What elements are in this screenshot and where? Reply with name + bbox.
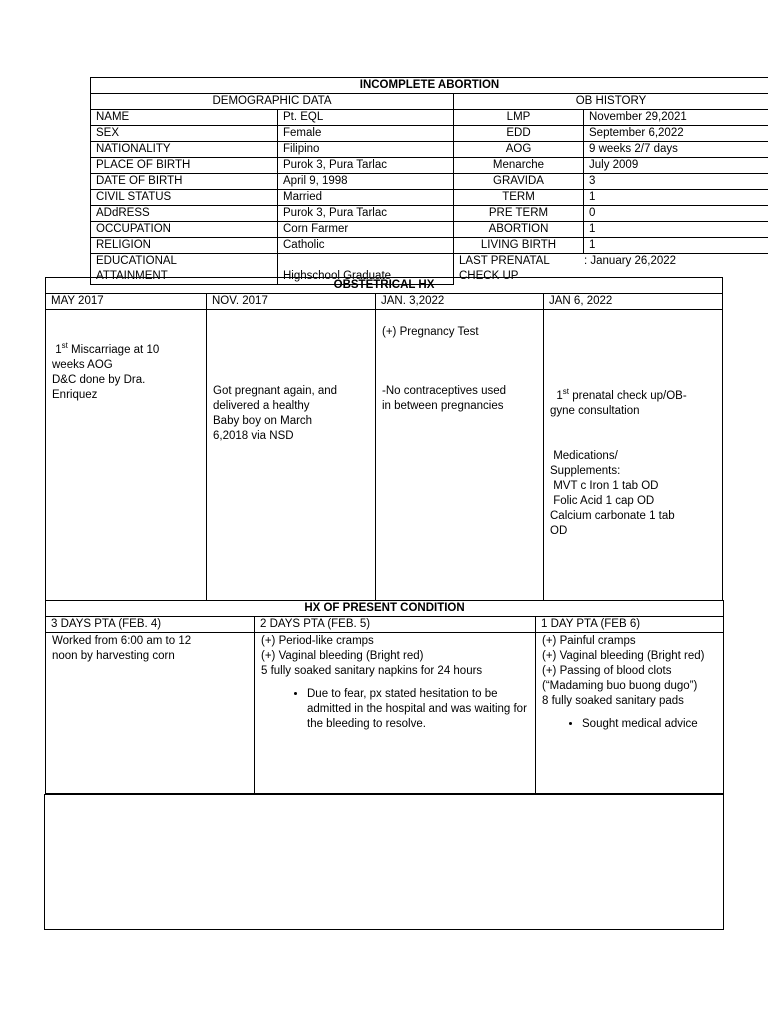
table-row [91,174,768,190]
demo-label: OCCUPATION [91,222,278,238]
obs-date: JAN 6, 2022 [544,294,723,310]
present-text: noon by harvesting corn [52,650,175,662]
table-row [91,110,768,126]
ob-label: GRAVIDA [454,174,584,190]
demo-value: Corn Farmer [278,222,454,238]
obs-text: gyne consultation [550,404,640,417]
obs-text: MVT c Iron 1 tab OD [553,479,659,492]
present-bullet: • Due to fear, px stated hesitation to be admitted in the hospital and was waiting for the bleeding to resolve. [307,687,529,732]
ob-label: LMP [454,110,584,126]
present-entry-feb-6 [536,633,724,794]
last-prenatal-value: : January 26,2022 [584,255,677,267]
demo-label: ADdRESS [91,206,278,222]
ob-label: EDD [454,126,584,142]
obs-entry-may-2017 [46,310,207,601]
demo-label: RELIGION [91,238,278,254]
table-row [91,206,768,222]
educ-label-line1: EDUCATIONAL [96,255,177,267]
demographic-header: DEMOGRAPHIC DATA [91,94,454,110]
obs-text: in between pregnancies [382,400,504,412]
ordinal-suffix: st [562,387,570,396]
demo-value: April 9, 1998 [278,174,454,190]
ob-value: 1 [584,238,768,254]
last-prenatal-label-line2: CHECK UP [459,270,519,282]
demo-label: NAME [91,110,278,126]
present-text: (+) Vaginal bleeding (Bright red) [261,650,424,662]
present-text: (+) Period-like cramps [261,635,374,647]
obs-text: Baby boy on March [213,415,313,427]
obs-text: delivered a healthy [213,400,310,412]
ob-value: July 2009 [584,158,768,174]
obs-date: NOV. 2017 [207,294,376,310]
ob-label: AOG [454,142,584,158]
table-row [91,126,768,142]
present-entry-feb-5 [255,633,536,794]
present-condition-table [45,600,724,794]
demo-label: DATE OF BIRTH [91,174,278,190]
demo-value: Catholic [278,238,454,254]
obs-text: Supplements: [550,464,621,477]
ob-history-header: OB HISTORY [454,94,768,110]
table-row [91,158,768,174]
demo-value: Purok 3, Pura Tarlac [278,206,454,222]
obs-text: 6,2018 via NSD [213,430,294,442]
present-text: (+) Painful cramps [542,635,636,647]
table-row [91,142,768,158]
ob-value: November 29,2021 [584,110,768,126]
obs-date: JAN. 3,2022 [376,294,544,310]
present-col-header: 3 DAYS PTA (FEB. 4) [46,617,255,633]
present-text: Worked from 6:00 am to 12 [52,635,192,647]
demo-label: NATIONALITY [91,142,278,158]
table-row [91,238,768,254]
obs-text: prenatal check up/OB- [569,389,687,402]
educ-value: Highschool Graduate [278,254,454,285]
table-row [91,190,768,206]
obs-entry-nov-2017 [207,310,376,601]
demo-label: PLACE OF BIRTH [91,158,278,174]
demo-value: Purok 3, Pura Tarlac [278,158,454,174]
ob-value: 1 [584,222,768,238]
ordinal-number: 1 [556,389,563,402]
ob-value: 3 [584,174,768,190]
demo-value: Female [278,126,454,142]
educ-label-line2: ATTAINMENT [96,270,168,282]
obs-text: Medications/ [553,449,618,462]
present-text: (+) Passing of blood clots [542,665,672,677]
table-row [91,222,768,238]
obs-text: Enriquez [52,388,98,401]
demographic-ob-table [90,77,768,285]
present-col-header: 2 DAYS PTA (FEB. 5) [255,617,536,633]
ob-value: 1 [584,190,768,206]
obs-text: Got pregnant again, and [213,385,338,397]
demo-label: CIVIL STATUS [91,190,278,206]
ob-label: TERM [454,190,584,206]
present-col-header: 1 DAY PTA (FEB 6) [536,617,724,633]
ob-label: Menarche [454,158,584,174]
ob-label: LIVING BIRTH [454,238,584,254]
obs-text: OD [550,524,568,537]
obs-text: Folic Acid 1 cap OD [553,494,655,507]
obs-text: weeks AOG [52,358,113,371]
ob-value: September 6,2022 [584,126,768,142]
ob-label: ABORTION [454,222,584,238]
demo-value: Married [278,190,454,206]
obs-text: D&C done by Dra. [52,373,146,386]
empty-notes-box [44,794,724,930]
obstetrical-header: OBSTETRICAL HX [46,278,723,294]
obs-text: Miscarriage at 10 [67,343,160,356]
demo-value: Pt. EQL [278,110,454,126]
obs-entry-jan-3 [376,310,544,601]
ordinal-suffix: st [61,341,68,350]
present-header: HX OF PRESENT CONDITION [46,601,724,617]
present-entry-feb-4 [46,633,255,794]
present-text: 8 fully soaked sanitary pads [542,695,684,707]
obs-text: (+) Pregnancy Test [382,326,479,338]
ob-label: PRE TERM [454,206,584,222]
present-text: 5 fully soaked sanitary napkins for 24 hours [261,665,483,677]
obs-text: -No contraceptives used [382,385,507,397]
present-text: (“Madaming buo buong dugo”) [542,680,698,692]
obs-text: Calcium carbonate 1 tab [550,509,675,522]
ob-value: 9 weeks 2/7 days [584,142,768,158]
ordinal-number: 1 [55,343,62,356]
document-title: INCOMPLETE ABORTION [91,78,768,94]
demo-value: Filipino [278,142,454,158]
present-bullet: • Sought medical advice [582,717,717,732]
obs-entry-jan-6 [544,310,723,601]
last-prenatal-label-line1: LAST PRENATAL [459,255,550,267]
obs-date: MAY 2017 [46,294,207,310]
obstetrical-table [45,277,723,601]
ob-value: 0 [584,206,768,222]
demo-label: SEX [91,126,278,142]
present-text: (+) Vaginal bleeding (Bright red) [542,650,705,662]
